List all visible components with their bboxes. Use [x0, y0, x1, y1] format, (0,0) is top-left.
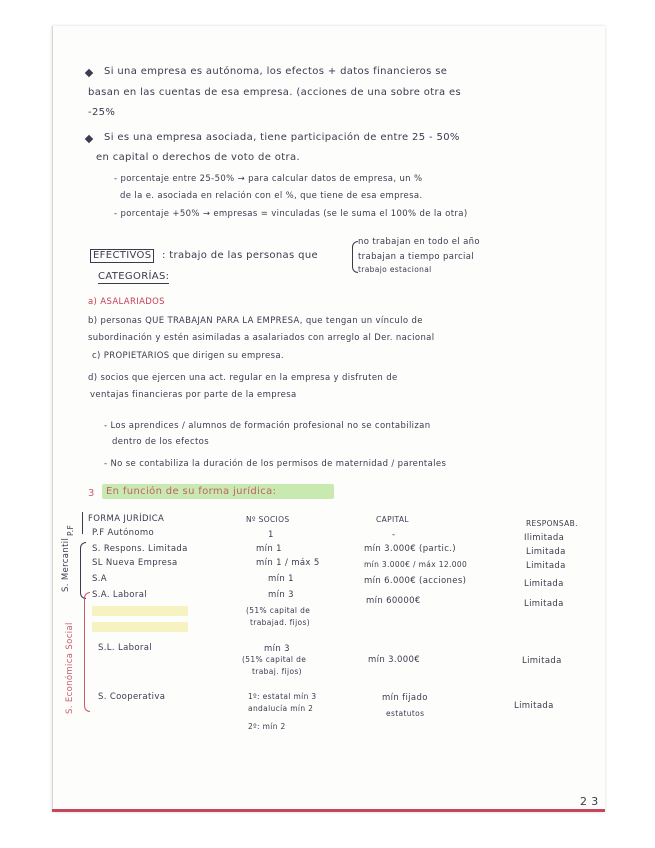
- table-row-forma: SL Nueva Empresa: [92, 558, 178, 568]
- exclusion-line1: - Los aprendices / alumnos de formación profesional no se contabilizan: [104, 421, 431, 431]
- table-row-resp: Limitada: [526, 547, 566, 557]
- table-header-capital: CAPITAL: [376, 515, 409, 524]
- asociada-sub1-line2: de la e. asociada en relación con el %, que tiene de esa empresa.: [120, 191, 423, 201]
- table-row-capital: mín 3.000€: [368, 655, 420, 665]
- asociada-sub1-line1: - porcentaje entre 25-50% → para calcular datos de empresa, un %: [114, 174, 423, 184]
- asociada-sub2: - porcentaje +50% → empresas = vinculadas (se le suma el 100% de la otra): [114, 209, 468, 219]
- asociada-line1: Si es una empresa asociada, tiene participación de entre 25 - 50%: [104, 132, 460, 143]
- side-label-economica: S. Económica Social: [65, 622, 75, 714]
- table-row-socios: mín 1 / máx 5: [256, 558, 320, 568]
- table-header-forma: FORMA JURÍDICA: [88, 514, 165, 524]
- section3-title: En función de su forma jurídica:: [106, 486, 277, 497]
- economica-brace: [84, 592, 90, 712]
- table-row-resp: Limitada: [522, 656, 562, 666]
- table-row-socios-detail: trabaj. fijos): [252, 667, 302, 676]
- autonoma-line1: Si una empresa es autónoma, los efectos + datos financieros se: [104, 66, 448, 77]
- efectivos-opt3: trabajo estacional: [358, 265, 432, 274]
- table-row-socios: mín 1: [268, 574, 294, 584]
- table-row-socios: mín 1: [256, 544, 282, 554]
- table-row-forma: S.A: [92, 574, 107, 584]
- autonoma-line2: basan en las cuentas de esa empresa. (acciones de una sobre otra es: [88, 87, 462, 98]
- exclusion-line3: - No se contabiliza la duración de los permisos de maternidad / parentales: [104, 459, 447, 469]
- table-row-resp: Limitada: [524, 599, 564, 609]
- table-row-socios: 1º: estatal mín 3: [248, 692, 317, 701]
- table-row-capital: mín 3.000€ (partic.): [364, 544, 456, 554]
- table-row-resp: Limitada: [526, 561, 566, 571]
- table-row-resp: Limitada: [514, 701, 554, 711]
- table-row-forma: S. Cooperativa: [98, 692, 166, 702]
- table-row-forma: S. Respons. Limitada: [92, 544, 188, 554]
- table-row-socios: mín 3: [268, 590, 294, 600]
- efectivos-label: EFECTIVOS: [90, 249, 154, 263]
- pf-rule: [82, 512, 83, 534]
- category-b-line2: subordinación y estén asimiladas a asalariados con arreglo al Der. nacional: [88, 333, 435, 343]
- category-a: a) ASALARIADOS: [88, 297, 165, 307]
- sa-laboral-highlight: [92, 606, 188, 616]
- autonoma-line3: -25%: [88, 107, 116, 118]
- page-number: 2 3: [580, 795, 599, 808]
- table-row-capital-detail: estatutos: [386, 709, 425, 718]
- table-row-socios: mín 3: [264, 644, 290, 654]
- table-row-socios: 1: [268, 530, 274, 540]
- table-row-capital: mín 6.000€ (acciones): [364, 576, 467, 586]
- table-row-capital: mín 60000€: [366, 596, 421, 606]
- bullet-icon: [85, 69, 93, 77]
- table-row-forma: P.F Autónomo: [92, 528, 155, 538]
- categorias-heading: CATEGORÍAS:: [98, 271, 170, 282]
- table-row-socios-detail: trabajad. fijos): [250, 618, 311, 627]
- category-d-line1: d) socios que ejercen una act. regular en la empresa y disfruten de: [88, 373, 398, 383]
- table-row-socios-detail: andalucía mín 2: [248, 704, 314, 713]
- efectivos-opt2: trabajan a tiempo parcial: [358, 252, 474, 262]
- asociada-line2: en capital o derechos de voto de otra.: [96, 152, 300, 163]
- section3-number: 3: [88, 488, 95, 499]
- sa-laboral-highlight: [92, 622, 188, 632]
- side-label-mercantil: S. Mercantil: [61, 537, 71, 592]
- table-header-socios: Nº SOCIOS: [246, 515, 290, 524]
- bullet-icon: [85, 135, 93, 143]
- category-d-line2: ventajas financieras por parte de la empresa: [90, 390, 297, 400]
- exclusion-line2: dentro de los efectos: [112, 437, 210, 447]
- table-row-resp: Ilimitada: [524, 533, 565, 543]
- category-b-line1: b) personas QUE TRABAJAN PARA LA EMPRESA, que tengan un vínculo de: [88, 316, 423, 326]
- table-row-resp: Limitada: [524, 579, 564, 589]
- table-row-socios-detail: (51% capital de: [242, 655, 307, 664]
- efectivos-text: : trabajo de las personas que: [162, 250, 319, 261]
- notebook-page: [52, 26, 605, 812]
- page-bottom-rule: [52, 809, 605, 812]
- table-row-capital: mín 3.000€ / máx 12.000: [364, 560, 468, 569]
- table-row-capital: mín fijado: [382, 693, 428, 703]
- table-row-forma: S.L. Laboral: [98, 643, 153, 653]
- efectivos-opt1: no trabajan en todo el año: [358, 237, 480, 247]
- side-label-pf: P.F: [66, 524, 75, 536]
- table-row-forma: S.A. Laboral: [92, 590, 147, 600]
- table-header-resp: RESPONSAB.: [526, 519, 578, 528]
- table-row-socios-detail: 2º: mín 2: [248, 722, 286, 731]
- table-row-capital: -: [392, 530, 396, 540]
- mercantil-brace: [80, 542, 86, 599]
- table-row-socios-detail: (51% capital de: [246, 606, 311, 615]
- category-c: c) PROPIETARIOS que dirigen su empresa.: [92, 351, 284, 361]
- page-edge: [52, 26, 53, 812]
